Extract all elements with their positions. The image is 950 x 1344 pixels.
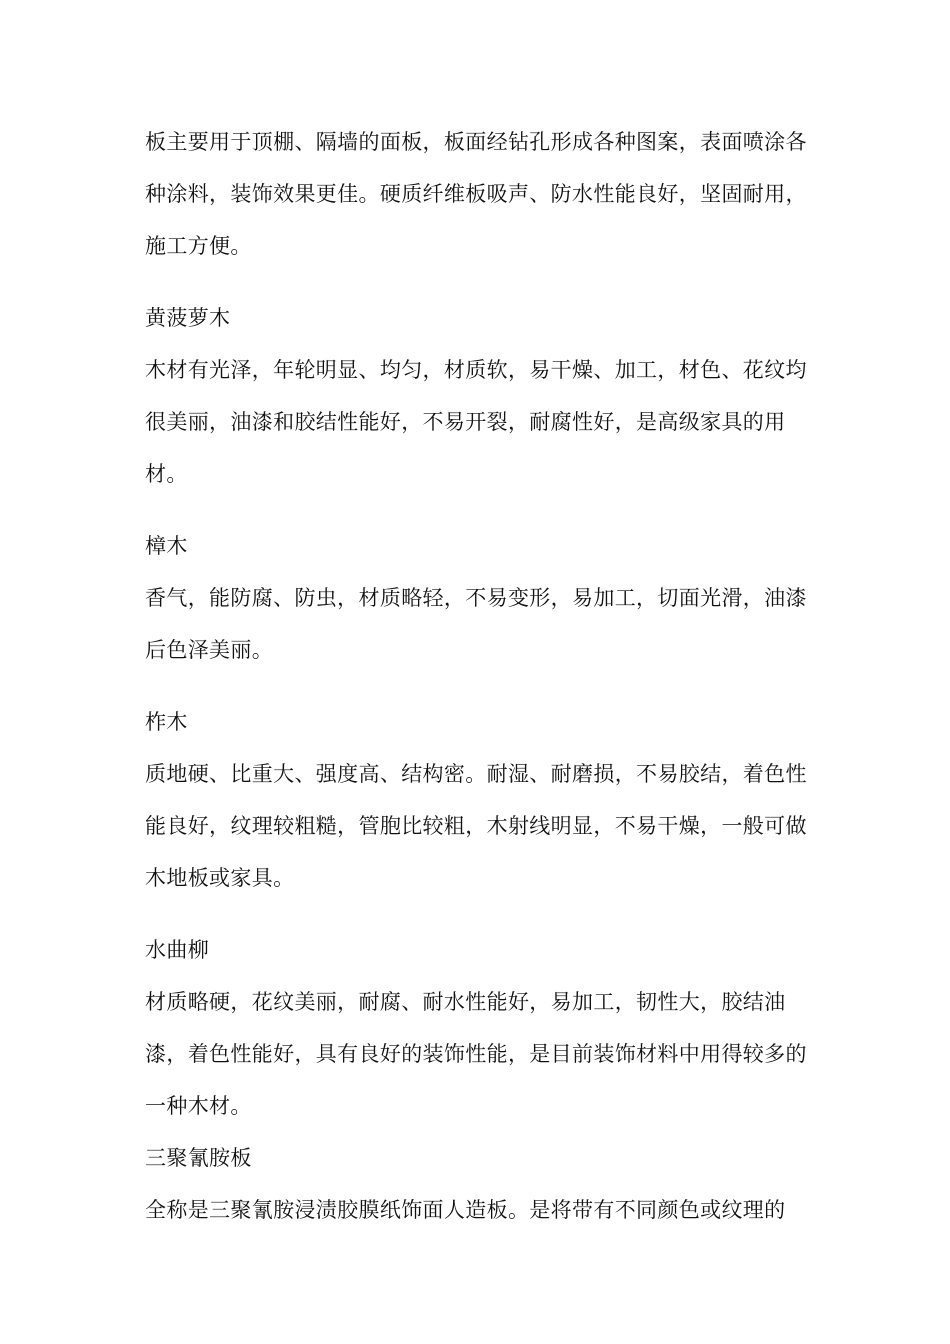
section-heading-zhangmu: 樟木 bbox=[145, 534, 188, 558]
section-heading-shuiquliu: 水曲柳 bbox=[145, 938, 210, 962]
section-body-zuomu: 质地硬、比重大、强度高、结构密。耐湿、耐磨损，不易胶结，着色性能良好，纹理较粗糙，管胞比较粗，木射线明显，不易干燥，一般可做木地板或家具。 bbox=[145, 762, 807, 890]
section-body-shuiquliu: 材质略硬，花纹美丽，耐腐、耐水性能好，易加工，韧性大，胶结油漆，着色性能好，具有良好的装饰性能，是目前装饰材料中用得较多的一种木材。 bbox=[145, 990, 807, 1118]
section-heading-zuomu: 柞木 bbox=[145, 710, 188, 734]
section-body-huangboluo: 木材有光泽，年轮明显、均匀，材质软，易干燥、加工，材色、花纹均很美丽，油漆和胶结性能好，不易开裂，耐腐性好，是高级家具的用材。 bbox=[145, 358, 807, 486]
document-page bbox=[145, 116, 815, 1236]
section-body-melamine-board: 全称是三聚氰胺浸渍胶膜纸饰面人造板。是将带有不同颜色或纹理的 bbox=[145, 1198, 786, 1222]
intro-paragraph: 板主要用于顶棚、隔墙的面板，板面经钻孔形成各种图案，表面喷涂各种涂料，装饰效果更佳。硬质纤维板吸声、防水性能良好，坚固耐用，施工方便。 bbox=[145, 130, 807, 258]
section-heading-melamine-board: 三聚氰胺板 bbox=[145, 1146, 252, 1170]
section-heading-huangboluo: 黄菠萝木 bbox=[145, 306, 231, 330]
section-body-zhangmu: 香气，能防腐、防虫，材质略轻，不易变形，易加工，切面光滑，油漆后色泽美丽。 bbox=[145, 586, 807, 662]
